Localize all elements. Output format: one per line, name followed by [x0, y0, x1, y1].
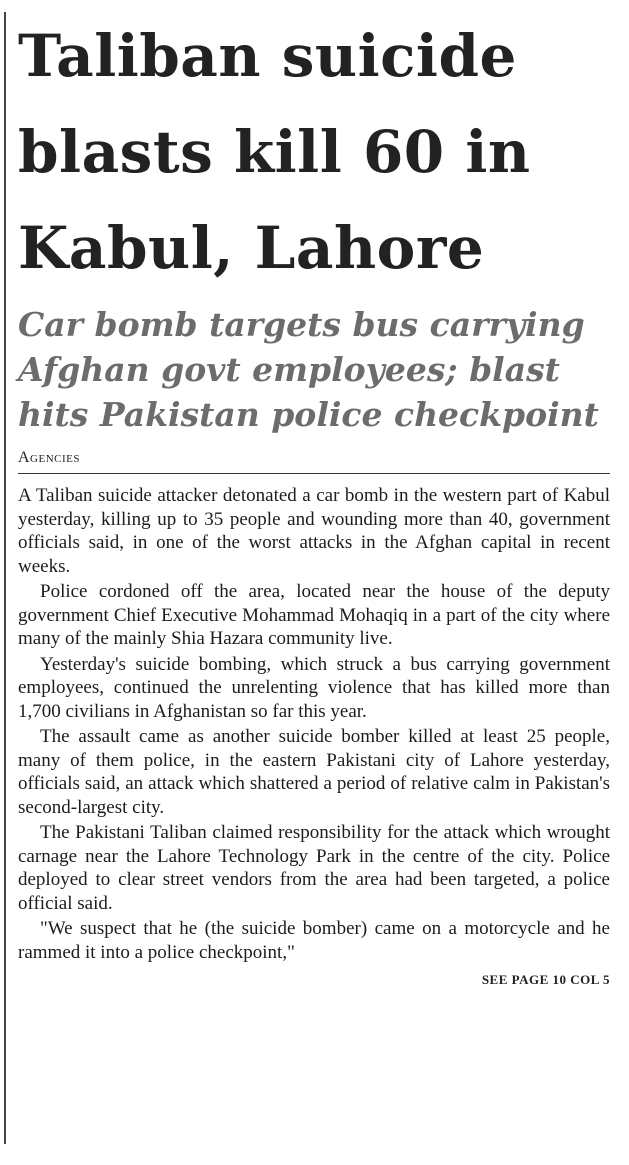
subhead-line-2: Afghan govt employees; blast: [18, 350, 560, 389]
paragraph-2: Police cordoned off the area, located near the house of the deputy government Chief Executive Mohammad Mohaqiq in a part of the city where many of the mainly Shia Hazara community live.: [18, 581, 610, 649]
headline-line-2: blasts kill 60 in: [18, 118, 531, 186]
subheadline: [18, 302, 610, 437]
headline-line-1: Taliban suicide: [18, 22, 517, 90]
column-rule: [4, 12, 6, 1144]
paragraph-4: The assault came as another suicide bomber killed at least 25 people, many of them police, in the eastern Pakistani city of Lahore yesterday, officials said, an attack which shattered a period of relative calm in Pakistan's second-largest city.: [18, 726, 610, 818]
subhead-line-1: Car bomb targets bus carrying: [18, 305, 585, 344]
paragraph-3: Yesterday's suicide bombing, which struck a bus carrying government employees, continued the unrelenting violence that has killed more than 1,700 civilians in Afghanistan so far this year.: [18, 653, 610, 722]
headline-line-3: Kabul, Lahore: [18, 214, 485, 282]
paragraph-5: The Pakistani Taliban claimed responsibility for the attack which wrought carnage near the Lahore Technology Park in the centre of the city. Police deployed to clear street vendors from the area had been targeted, a police official said.: [18, 822, 610, 914]
news-article: [18, 8, 610, 988]
paragraph-1: A Taliban suicide attacker detonated a car bomb in the western part of Kabul yesterday, killing up to 35 people and wounding more than 40, government officials said, in one of the worst attacks in the Afghan capital in recent weeks.: [18, 485, 610, 577]
article-body: [18, 484, 610, 964]
continuation-jump-line: SEE PAGE 10 COL 5: [481, 972, 610, 987]
byline: Agencies: [18, 449, 610, 474]
headline: [18, 8, 610, 296]
subhead-line-3: hits Pakistan police checkpoint: [18, 395, 599, 434]
paragraph-6: "We suspect that he (the suicide bomber) came on a motorcycle and he rammed it into a police checkpoint,": [18, 918, 610, 963]
